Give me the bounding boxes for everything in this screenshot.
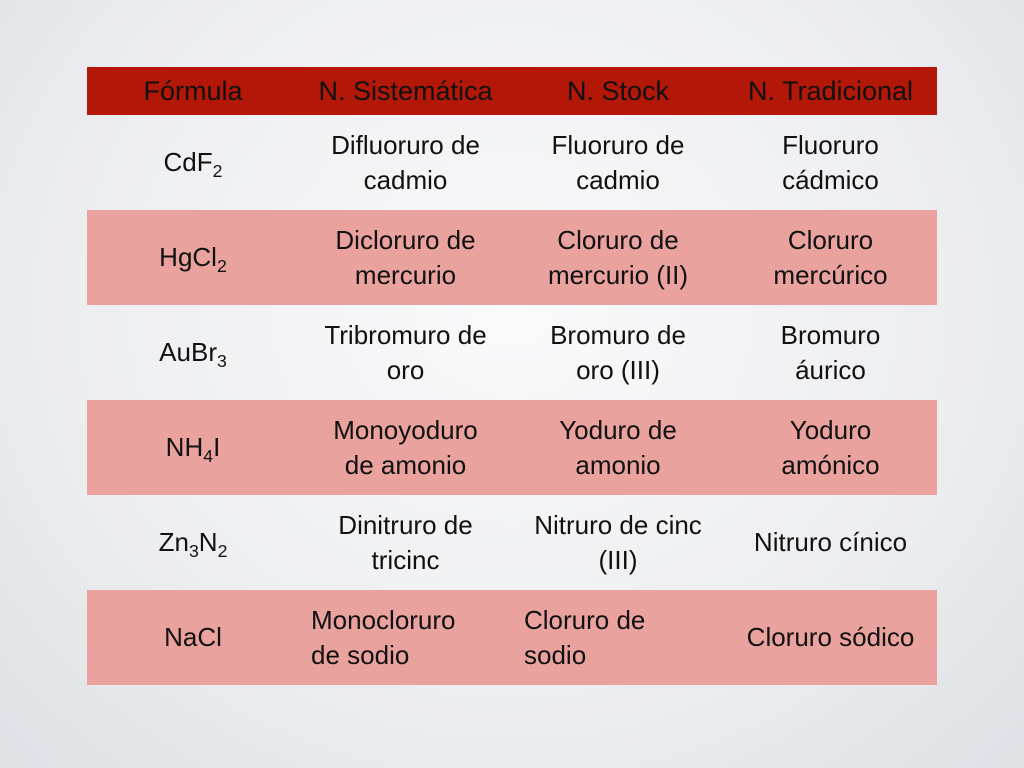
- tradicional-cell: [724, 305, 937, 400]
- formula-cell: [87, 210, 299, 305]
- nomenclature-table: [87, 67, 937, 685]
- sistematica-cell: [299, 305, 512, 400]
- formula-subscript: 3: [216, 351, 227, 372]
- name-line: áurico: [795, 354, 866, 385]
- name-line: oro: [386, 354, 425, 385]
- formula-text: N: [198, 527, 218, 557]
- sistematica-cell: [299, 590, 512, 685]
- header-stock: N. Stock: [512, 67, 724, 115]
- name-line: Bromuro: [780, 319, 881, 350]
- name-line: Dicloruro de: [335, 224, 476, 255]
- name-line: mercurio (II): [547, 259, 689, 290]
- stock-cell: [512, 495, 724, 590]
- name-line: de amonio: [344, 449, 467, 480]
- formula-subscript: 2: [217, 541, 228, 562]
- tradicional-cell: [724, 495, 937, 590]
- name-line: Nitruro cínico: [753, 527, 908, 557]
- formula-text: NH: [165, 432, 204, 462]
- stock-cell: [512, 590, 724, 685]
- name-line: Cloruro de: [557, 224, 679, 255]
- formula-subscript: 2: [212, 161, 223, 182]
- tradicional-cell: [724, 210, 937, 305]
- formula-cell: [87, 400, 299, 495]
- sistematica-cell: [299, 210, 512, 305]
- name-line: mercurio: [354, 259, 457, 290]
- name-line: amonio: [575, 449, 661, 480]
- name-line: cadmio: [363, 164, 448, 195]
- stock-cell: [512, 305, 724, 400]
- formula-subscript: 2: [216, 256, 227, 277]
- name-line: Tribromuro de: [324, 319, 487, 350]
- sistematica-cell: [299, 495, 512, 590]
- name-line: de sodio: [311, 639, 410, 670]
- tradicional-cell: [724, 115, 937, 210]
- name-line: cadmio: [576, 164, 660, 195]
- name-line: Yoduro: [789, 414, 872, 445]
- formula-cell: [87, 495, 299, 590]
- table-header-row: [87, 67, 937, 115]
- name-line: tricinc: [371, 544, 440, 575]
- formula-subscript: 4: [203, 446, 214, 467]
- table-row: [87, 305, 937, 400]
- table-row: [87, 400, 937, 495]
- name-line: Cloruro de: [524, 604, 646, 635]
- name-line: Cloruro: [787, 224, 874, 255]
- name-line: oro (III): [576, 354, 660, 385]
- name-line: Monocloruro: [311, 604, 456, 635]
- formula-text: NaCl: [164, 622, 222, 652]
- formula-text: I: [213, 432, 221, 462]
- name-line: Fluoruro de: [551, 129, 685, 160]
- name-line: mercúrico: [773, 259, 888, 290]
- formula-text: HgCl: [159, 242, 217, 272]
- header-sistematica: N. Sistemática: [299, 67, 512, 115]
- header-formula: Fórmula: [87, 67, 299, 115]
- stock-cell: [512, 400, 724, 495]
- name-line: Dinitruro de: [338, 509, 473, 540]
- name-line: sodio: [524, 639, 587, 670]
- formula-cell: [87, 590, 299, 685]
- formula-subscript: 3: [188, 541, 199, 562]
- formula-text: AuBr: [159, 337, 217, 367]
- name-line: Cloruro sódico: [746, 622, 915, 652]
- name-line: Nitruro de cinc: [534, 509, 702, 540]
- name-line: Monoyoduro: [333, 414, 478, 445]
- tradicional-cell: [724, 400, 937, 495]
- name-line: (III): [598, 544, 638, 575]
- stock-cell: [512, 210, 724, 305]
- table-row: [87, 495, 937, 590]
- name-line: Fluoruro: [782, 129, 879, 160]
- name-line: cádmico: [782, 164, 879, 195]
- stock-cell: [512, 115, 724, 210]
- table-row: [87, 115, 937, 210]
- name-line: amónico: [781, 449, 880, 480]
- tradicional-cell: [724, 590, 937, 685]
- formula-cell: [87, 115, 299, 210]
- name-line: Bromuro de: [550, 319, 686, 350]
- table-row: [87, 590, 937, 685]
- header-tradicional: N. Tradicional: [724, 67, 937, 115]
- name-line: Difluoruro de: [331, 129, 480, 160]
- formula-text: Zn: [158, 527, 189, 557]
- sistematica-cell: [299, 400, 512, 495]
- formula-cell: [87, 305, 299, 400]
- formula-text: CdF: [163, 147, 213, 177]
- sistematica-cell: [299, 115, 512, 210]
- table-row: [87, 210, 937, 305]
- name-line: Yoduro de: [559, 414, 677, 445]
